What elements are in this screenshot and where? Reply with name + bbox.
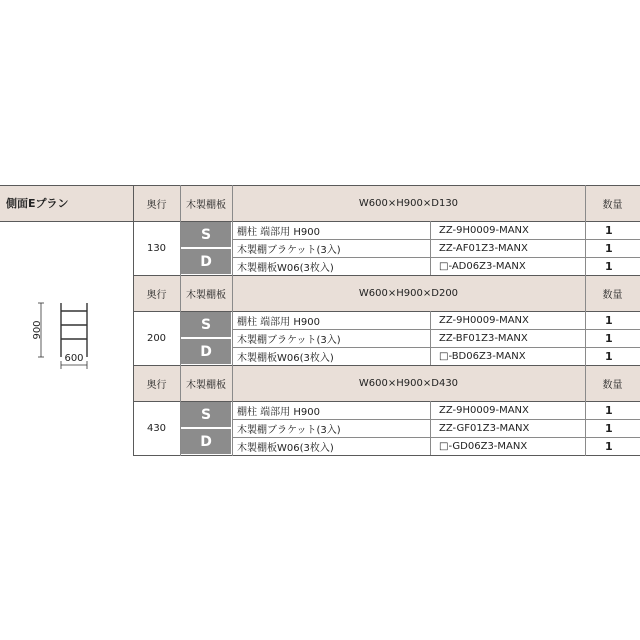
item-name: 木製棚ブラケット(3入) (237, 424, 341, 436)
shelf-header: 木製棚板 (186, 199, 226, 211)
grade-s-badge: S (181, 312, 231, 337)
depth-header: 奥行 (146, 199, 167, 211)
depth-header: 奥行 (146, 379, 167, 391)
rule (232, 185, 233, 456)
rule (133, 311, 640, 312)
item-code: ZZ-GF01Z3-MANX (439, 422, 530, 434)
shelf-header: 木製棚板 (186, 379, 226, 391)
rule (232, 347, 640, 348)
rule (133, 185, 640, 186)
item-code: □-AD06Z3-MANX (439, 260, 526, 272)
rule (133, 455, 640, 456)
item-code: ZZ-9H0009-MANX (439, 404, 529, 416)
grade-d-badge: D (181, 429, 231, 454)
item-qty: 1 (605, 403, 613, 417)
qty-header: 数量 (602, 379, 623, 391)
rule (232, 257, 640, 258)
rule (430, 401, 431, 455)
spec-label: W600×H900×D430 (358, 377, 459, 389)
depth-header: 奥行 (146, 289, 167, 301)
plan-label: 側面Eプラン (6, 197, 69, 210)
item-qty: 1 (605, 259, 613, 273)
qty-header: 数量 (602, 199, 623, 211)
item-code: ZZ-9H0009-MANX (439, 314, 529, 326)
rule (232, 329, 640, 330)
item-qty: 1 (605, 421, 613, 435)
grade-d-badge: D (181, 249, 231, 274)
item-name: 棚柱 端部用 H900 (237, 406, 320, 418)
grade-s-badge: S (181, 222, 231, 247)
item-qty: 1 (605, 241, 613, 255)
item-qty: 1 (605, 223, 613, 237)
item-qty: 1 (605, 439, 613, 453)
item-code: ZZ-BF01Z3-MANX (439, 332, 528, 344)
item-qty: 1 (605, 313, 613, 327)
item-name: 棚柱 端部用 H900 (237, 226, 320, 238)
item-code: ZZ-9H0009-MANX (439, 224, 529, 236)
rack-height-label: 900 (31, 320, 43, 340)
item-name: 木製棚板W06(3枚入) (237, 262, 334, 274)
rule (430, 221, 431, 275)
rule (0, 185, 133, 186)
item-code: □-GD06Z3-MANX (439, 440, 528, 452)
item-code: ZZ-AF01Z3-MANX (439, 242, 528, 254)
depth-value: 130 (146, 242, 167, 254)
grade-s-badge: S (181, 402, 231, 427)
rule (232, 437, 640, 438)
item-qty: 1 (605, 331, 613, 345)
qty-header: 数量 (602, 289, 623, 301)
item-code: □-BD06Z3-MANX (439, 350, 526, 362)
item-name: 木製棚ブラケット(3入) (237, 334, 341, 346)
rule (0, 221, 133, 222)
rule (232, 419, 640, 420)
rule (430, 311, 431, 365)
item-qty: 1 (605, 349, 613, 363)
rule (133, 185, 134, 456)
rule (133, 275, 640, 276)
spec-label: W600×H900×D130 (358, 197, 459, 209)
item-name: 木製棚板W06(3枚入) (237, 442, 334, 454)
depth-value: 200 (146, 332, 167, 344)
spec-label: W600×H900×D200 (358, 287, 459, 299)
item-name: 木製棚板W06(3枚入) (237, 352, 334, 364)
grade-d-badge: D (181, 339, 231, 364)
item-name: 棚柱 端部用 H900 (237, 316, 320, 328)
rack-width-label: 600 (64, 352, 84, 364)
rule (133, 365, 640, 366)
depth-value: 430 (146, 422, 167, 434)
rule (232, 239, 640, 240)
rule (133, 401, 640, 402)
rule (133, 221, 640, 222)
rule (180, 185, 181, 456)
item-name: 木製棚ブラケット(3入) (237, 244, 341, 256)
shelf-header: 木製棚板 (186, 289, 226, 301)
rule (585, 185, 586, 456)
